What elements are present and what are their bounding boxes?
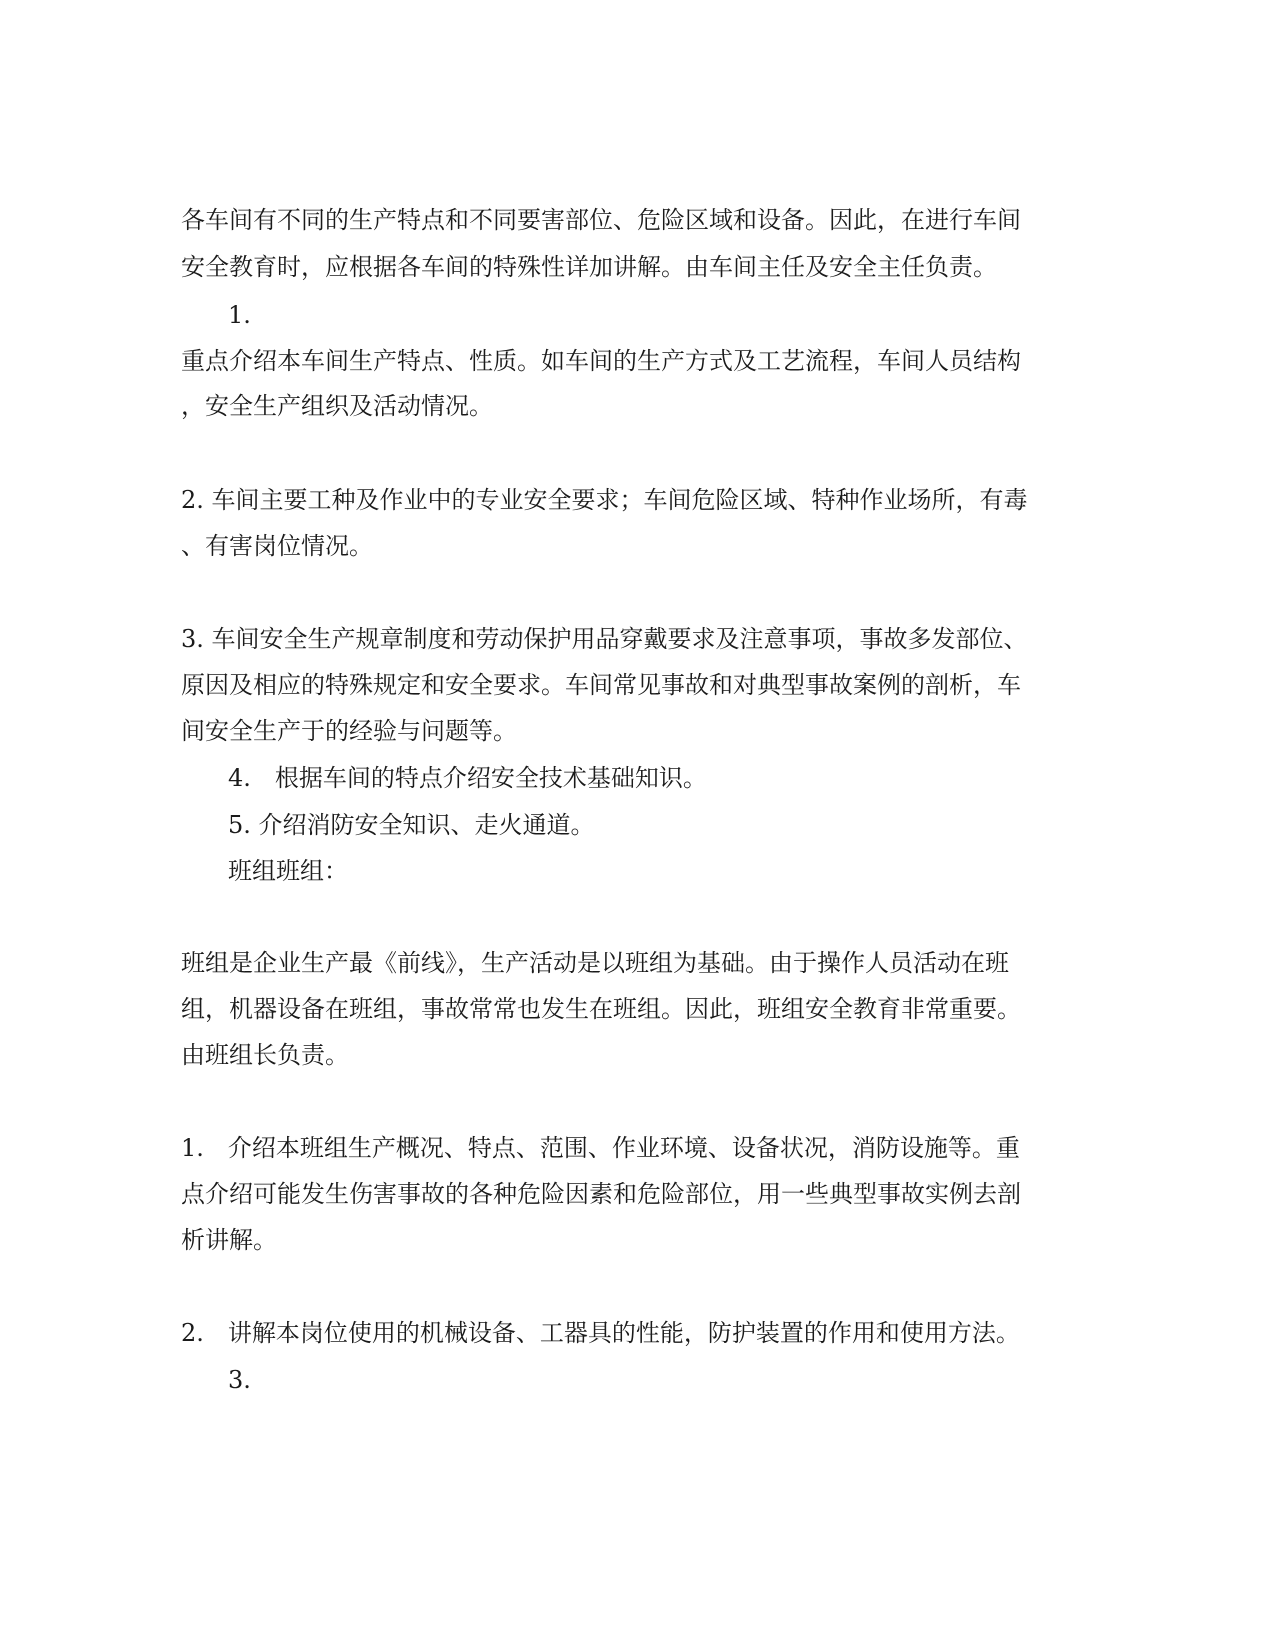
list-number: 3. [228,1366,251,1394]
text-line: ，安全生产组织及活动情况。 [181,392,493,420]
section-heading: 班组班组： [228,857,348,885]
list-number: 1. [228,301,251,329]
text-line: 各车间有不同的生产特点和不同要害部位、危险区域和设备。因此，在进行车间 [181,206,1021,234]
text-line: 间安全生产于的经验与问题等。 [181,717,517,745]
text-line: 2. 讲解本岗位使用的机械设备、工器具的性能，防护装置的作用和使用方法。 [181,1319,1020,1347]
text-line: 由班组长负责。 [181,1041,349,1069]
text-line: 组，机器设备在班组，事故常常也发生在班组。因此，班组安全教育非常重要。 [181,995,1021,1023]
text-line: 4. 根据车间的特点介绍安全技术基础知识。 [228,764,707,792]
text-line: 安全教育时，应根据各车间的特殊性详加讲解。由车间主任及安全主任负责。 [181,253,997,281]
text-line: 2. 车间主要工种及作业中的专业安全要求；车间危险区域、特种作业场所，有毒 [181,486,1028,514]
text-line: 5. 介绍消防安全知识、走火通道。 [228,811,595,839]
text-line: 班组是企业生产最《前线》，生产活动是以班组为基础。由于操作人员活动在班 [181,949,1009,977]
text-line: 1. 介绍本班组生产概况、特点、范围、作业环境、设备状况，消防设施等。重 [181,1134,1020,1162]
text-line: 3. 车间安全生产规章制度和劳动保护用品穿戴要求及注意事项，事故多发部位、 [181,625,1028,653]
text-line: 原因及相应的特殊规定和安全要求。车间常见事故和对典型事故案例的剖析，车 [181,671,1021,699]
text-line: 析讲解。 [181,1226,277,1254]
text-line: 点介绍可能发生伤害事故的各种危险因素和危险部位，用一些典型事故实例去剖 [181,1180,1021,1208]
text-line: 重点介绍本车间生产特点、性质。如车间的生产方式及工艺流程，车间人员结构 [181,347,1021,375]
text-line: 、有害岗位情况。 [181,532,373,560]
